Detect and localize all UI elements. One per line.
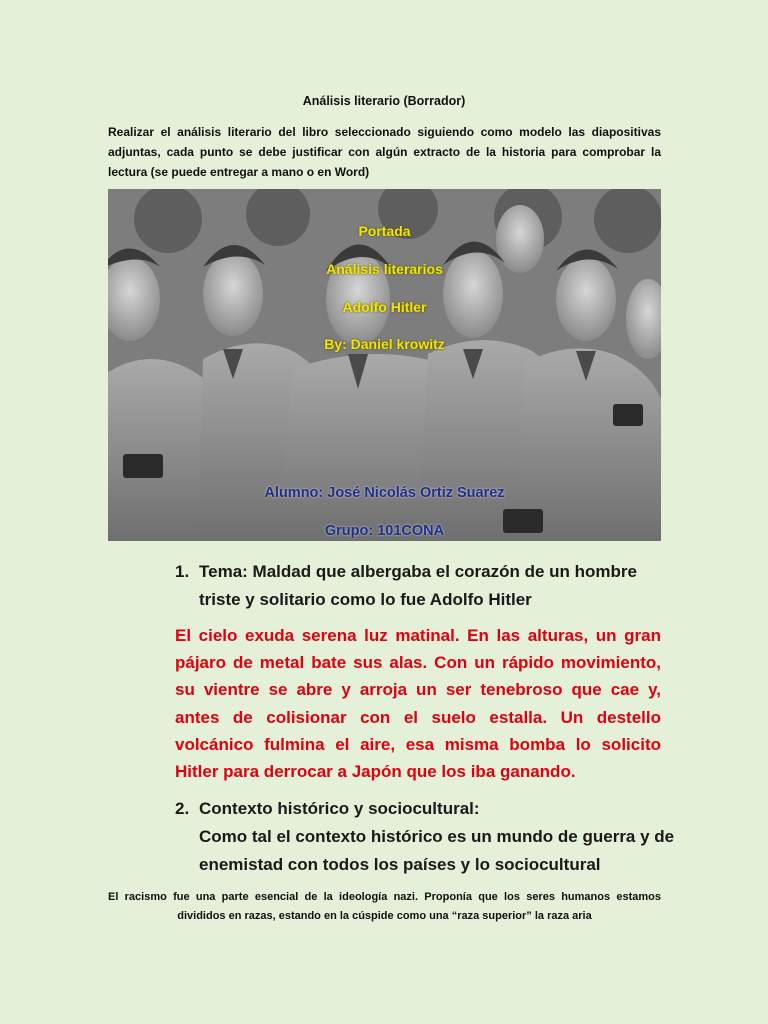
cover-subtitle: Análisis literarios [326, 261, 443, 277]
list-item-continuation: Como tal el contexto histórico es un mundo de guerra y de enemistad con todos los países y lo sociocultural [199, 827, 675, 874]
cover-title: Portada [358, 223, 411, 239]
list-item-text: Tema: Maldad que albergaba el corazón de un hombre triste y solitario como lo fue Adolfo Hitler [199, 562, 637, 609]
cover-group: Grupo: 101CONA [324, 523, 445, 539]
list-item-theme [175, 558, 675, 614]
cover-student-name: Alumno: José Nicolás Ortiz Suarez [264, 485, 505, 501]
list-item-context [175, 795, 675, 879]
excerpt-paragraph: El cielo exuda serena luz matinal. En las alturas, un gran pájaro de metal bate sus alas. Con un rápido movimiento, su vientre se abre y arroja un ser tenebroso que cae y, antes de colisionar con el suelo estalla. Un destello volcánico fulmina el aire, esa misma bomba lo solicito Hitler para derrocar a Japón que los iba ganando. [175, 626, 661, 782]
list-item-number: 2. [175, 799, 190, 818]
instructions-paragraph: Realizar el análisis literario del libro seleccionado siguiendo como modelo las diapositivas adjuntas, cada punto se debe justificar con algún extracto de la historia para comprobar la lectura (se puede entregar a mano o en Word) [108, 125, 661, 179]
list-item-number: 1. [175, 562, 190, 581]
cover-photo [108, 189, 661, 541]
racism-paragraph: El racismo fue una parte esencial de la ideología nazi. Proponía que los seres humanos estamos divididos en razas, estando en la cúspide como una “raza superior” la raza aria [108, 891, 661, 922]
cover-book-title: Adolfo Hitler [342, 299, 427, 315]
cover-author: By: Daniel krowitz [324, 336, 445, 352]
document-title: Análisis literario (Borrador) [302, 94, 466, 108]
list-item-text: Contexto histórico y sociocultural: [199, 799, 480, 818]
